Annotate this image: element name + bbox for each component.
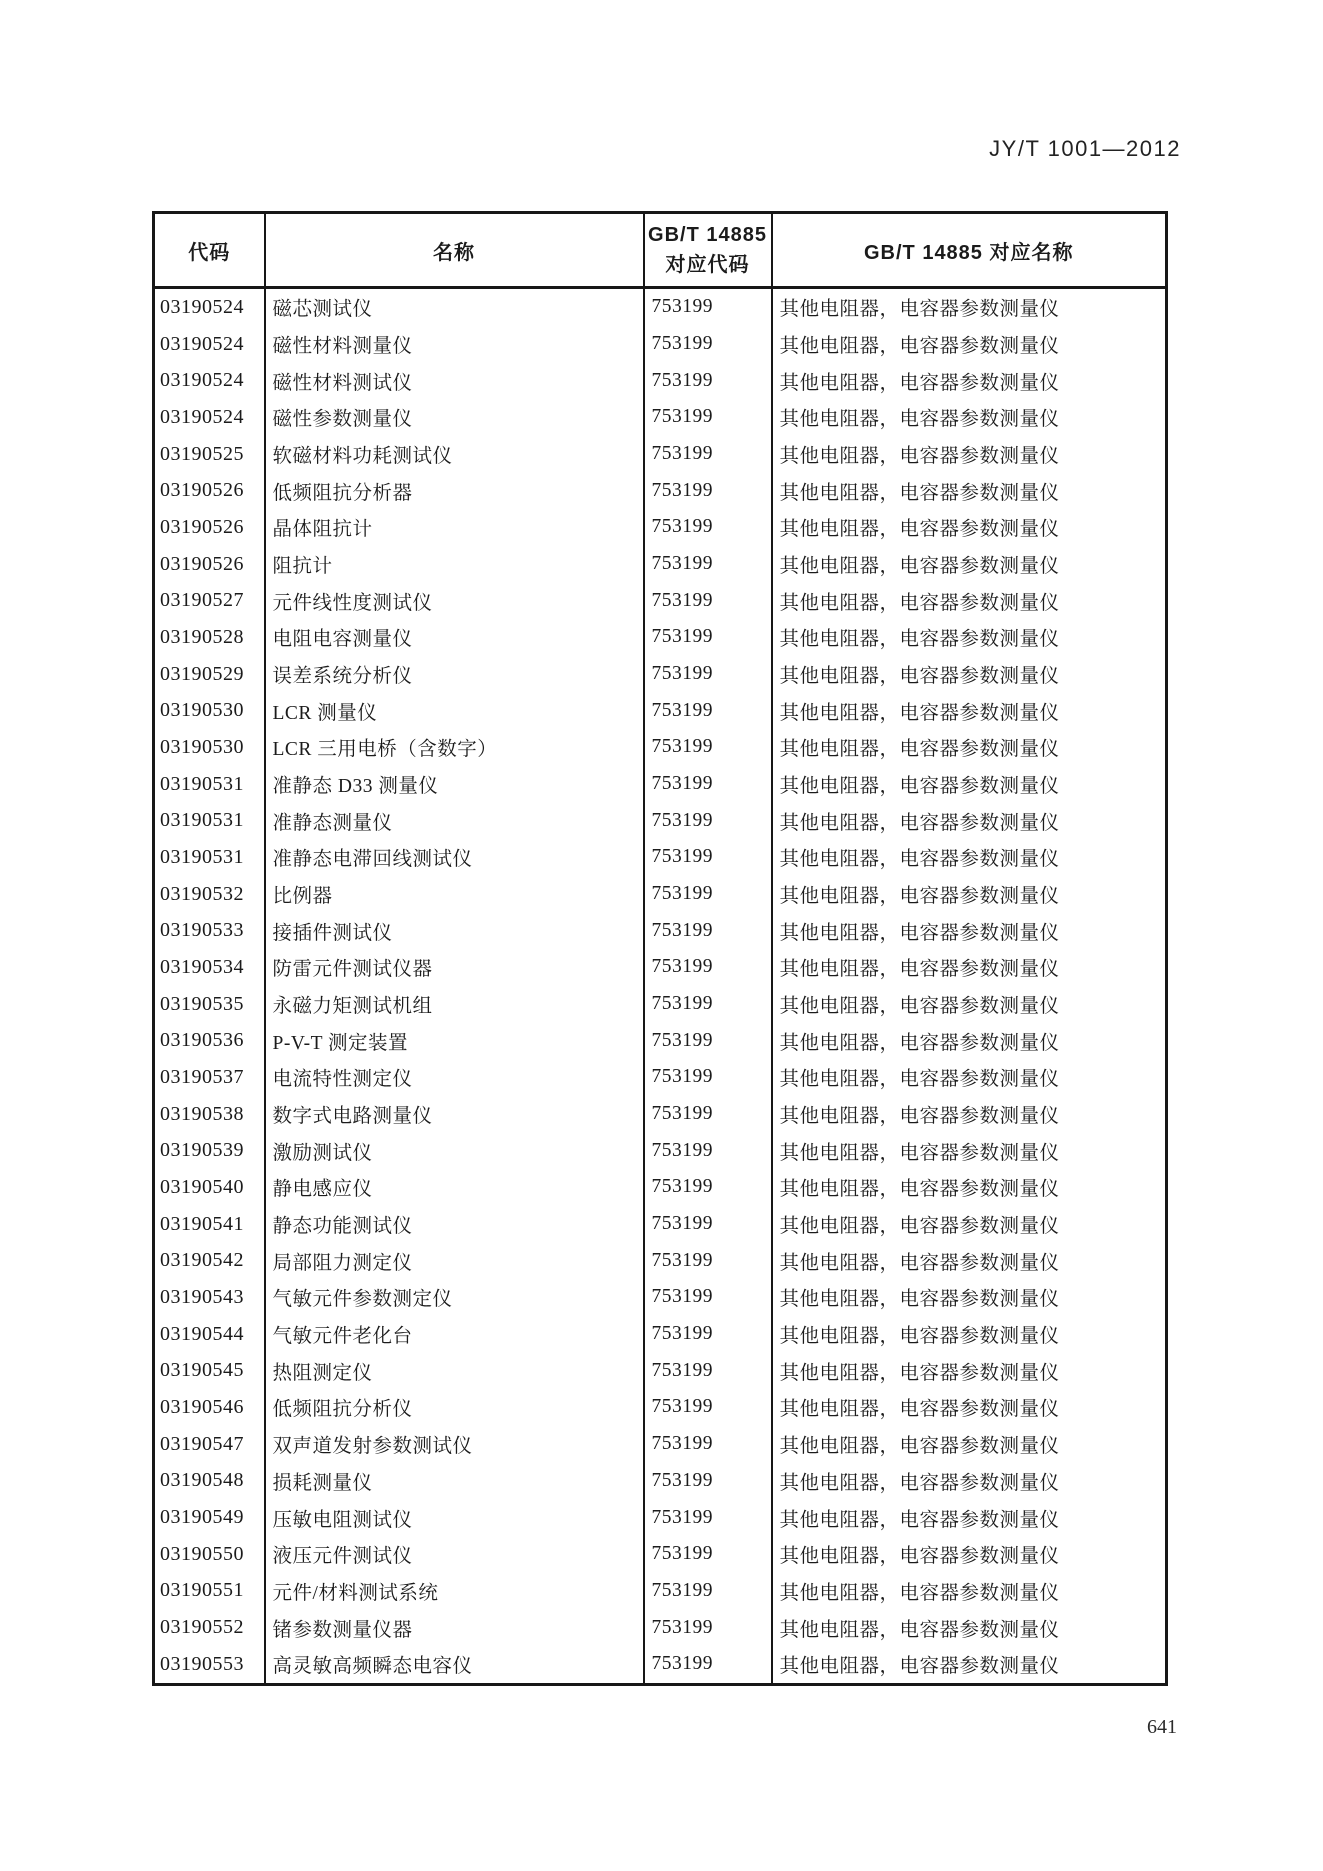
- cell-code: 03190550: [160, 1542, 244, 1565]
- cell-gbt-name: 其他电阻器，电容器参数测量仪: [772, 1242, 1167, 1279]
- table-row: [154, 1646, 1167, 1684]
- table-row: [154, 1132, 1167, 1169]
- table-row: [154, 1463, 1167, 1500]
- cell-gbt-name: 其他电阻器，电容器参数测量仪: [772, 1096, 1167, 1133]
- cell-name: 低频阻抗分析器: [265, 472, 644, 509]
- cell-name: 元件/材料测试系统: [265, 1573, 644, 1610]
- cell-name: 损耗测量仪: [265, 1463, 644, 1500]
- cell-name: 接插件测试仪: [265, 912, 644, 949]
- cell-name: 准静态电滞回线测试仪: [265, 839, 644, 876]
- cell-gbt-code: 753199: [644, 1463, 772, 1500]
- cell-gbt-code: 753199: [644, 656, 772, 693]
- table-header: [154, 213, 1167, 288]
- table-row: [154, 436, 1167, 473]
- table-row: [154, 399, 1167, 436]
- cell-name: LCR 三用电桥（含数字）: [265, 729, 644, 766]
- table-row: [154, 1573, 1167, 1610]
- cell-code: 03190528: [160, 625, 244, 648]
- cell-code: 03190524: [160, 332, 244, 355]
- cell-gbt-code: 753199: [644, 1389, 772, 1426]
- cell-name: 数字式电路测量仪: [265, 1096, 644, 1133]
- table-row: [154, 509, 1167, 546]
- cell-code: 03190524: [160, 405, 244, 428]
- cell-gbt-name: 其他电阻器，电容器参数测量仪: [772, 1022, 1167, 1059]
- cell-code: 03190549: [160, 1506, 244, 1528]
- cell-gbt-name: 其他电阻器，电容器参数测量仪: [772, 326, 1167, 363]
- cell-name: 电阻电容测量仪: [265, 619, 644, 656]
- cell-gbt-name: 其他电阻器，电容器参数测量仪: [772, 949, 1167, 986]
- cell-name: 静电感应仪: [265, 1169, 644, 1206]
- cell-gbt-code: 753199: [644, 288, 772, 326]
- cell-code: 03190530: [160, 735, 244, 758]
- table-row: [154, 1536, 1167, 1573]
- cell-gbt-name: 其他电阻器，电容器参数测量仪: [772, 1352, 1167, 1389]
- cell-name: 元件线性度测试仪: [265, 582, 644, 619]
- cell-gbt-name: 其他电阻器，电容器参数测量仪: [772, 362, 1167, 399]
- table-row: [154, 288, 1167, 326]
- table-row: [154, 582, 1167, 619]
- table-row: [154, 1389, 1167, 1426]
- cell-gbt-code: 753199: [644, 362, 772, 399]
- cell-gbt-code: 753199: [644, 509, 772, 546]
- cell-gbt-code: 753199: [644, 1352, 772, 1389]
- cell-gbt-code: 753199: [644, 582, 772, 619]
- cell-name: 晶体阻抗计: [265, 509, 644, 546]
- cell-code: 03190533: [160, 919, 244, 942]
- table-row: [154, 1242, 1167, 1279]
- cell-gbt-name: 其他电阻器，电容器参数测量仪: [772, 546, 1167, 583]
- cell-name: 锗参数测量仪器: [265, 1609, 644, 1646]
- col-header-gbt-code: [644, 213, 772, 288]
- cell-gbt-code: 753199: [644, 802, 772, 839]
- cell-name: 激励测试仪: [265, 1132, 644, 1169]
- cell-name: 磁性参数测量仪: [265, 399, 644, 436]
- cell-code: 03190543: [160, 1285, 244, 1308]
- cell-code: 03190526: [160, 515, 244, 538]
- cell-code: 03190524: [160, 369, 244, 392]
- table-row: [154, 1022, 1167, 1059]
- cell-gbt-name: 其他电阻器，电容器参数测量仪: [772, 766, 1167, 803]
- cell-name: 永磁力矩测试机组: [265, 986, 644, 1023]
- cell-name: LCR 测量仪: [265, 692, 644, 729]
- cell-name: 防雷元件测试仪器: [265, 949, 644, 986]
- table-row: [154, 1609, 1167, 1646]
- cell-name: 双声道发射参数测试仪: [265, 1426, 644, 1463]
- cell-gbt-code: 753199: [644, 949, 772, 986]
- cell-gbt-code: 753199: [644, 546, 772, 583]
- cell-gbt-code: 753199: [644, 1242, 772, 1279]
- table-body: [154, 288, 1167, 1685]
- table-row: [154, 362, 1167, 399]
- cell-code: 03190537: [160, 1065, 244, 1088]
- cell-gbt-name: 其他电阻器，电容器参数测量仪: [772, 692, 1167, 729]
- cell-name: 误差系统分析仪: [265, 656, 644, 693]
- table-row: [154, 656, 1167, 693]
- cell-gbt-code: 753199: [644, 436, 772, 473]
- col-header-gbt-code-line1: GB/T 14885: [648, 224, 767, 246]
- cell-code: 03190540: [160, 1175, 244, 1198]
- cell-gbt-name: 其他电阻器，电容器参数测量仪: [772, 986, 1167, 1023]
- table-row: [154, 1316, 1167, 1353]
- cell-code: 03190535: [160, 992, 244, 1015]
- cell-code: 03190546: [160, 1395, 244, 1418]
- table-row: [154, 472, 1167, 509]
- table-row: [154, 619, 1167, 656]
- cell-code: 03190526: [160, 552, 244, 575]
- cell-gbt-name: 其他电阻器，电容器参数测量仪: [772, 472, 1167, 509]
- table-row: [154, 1279, 1167, 1316]
- cell-name: 比例器: [265, 876, 644, 913]
- cell-code: 03190524: [160, 295, 244, 318]
- cell-gbt-name: 其他电阻器，电容器参数测量仪: [772, 802, 1167, 839]
- cell-name: P-V-T 测定装置: [265, 1022, 644, 1059]
- page-number: 641: [1147, 1716, 1177, 1738]
- cell-gbt-name: 其他电阻器，电容器参数测量仪: [772, 399, 1167, 436]
- cell-gbt-code: 753199: [644, 399, 772, 436]
- cell-gbt-name: 其他电阻器，电容器参数测量仪: [772, 656, 1167, 693]
- cell-gbt-code: 753199: [644, 472, 772, 509]
- cell-gbt-code: 753199: [644, 1169, 772, 1206]
- cell-name: 高灵敏高频瞬态电容仪: [265, 1646, 644, 1684]
- cell-gbt-name: 其他电阻器，电容器参数测量仪: [772, 1426, 1167, 1463]
- cell-code: 03190526: [160, 479, 244, 502]
- cell-gbt-code: 753199: [644, 1499, 772, 1536]
- cell-gbt-name: 其他电阻器，电容器参数测量仪: [772, 619, 1167, 656]
- table-row: [154, 1059, 1167, 1096]
- cell-name: 静态功能测试仪: [265, 1206, 644, 1243]
- table-row: [154, 912, 1167, 949]
- cell-code: 03190530: [160, 699, 244, 722]
- cell-name: 电流特性测定仪: [265, 1059, 644, 1096]
- cell-gbt-code: 753199: [644, 766, 772, 803]
- cell-gbt-code: 753199: [644, 326, 772, 363]
- cell-name: 液压元件测试仪: [265, 1536, 644, 1573]
- table-row: [154, 986, 1167, 1023]
- cell-code: 03190531: [160, 845, 244, 868]
- cell-gbt-code: 753199: [644, 1059, 772, 1096]
- cell-gbt-name: 其他电阻器，电容器参数测量仪: [772, 912, 1167, 949]
- cell-gbt-code: 753199: [644, 1573, 772, 1610]
- cell-code: 03190552: [160, 1616, 244, 1639]
- cell-code: 03190544: [160, 1322, 244, 1345]
- cell-code: 03190545: [160, 1359, 244, 1382]
- cell-gbt-code: 753199: [644, 1279, 772, 1316]
- cell-gbt-name: 其他电阻器，电容器参数测量仪: [772, 1463, 1167, 1500]
- cell-gbt-code: 753199: [644, 1132, 772, 1169]
- col-header-gbt-name: GB/T 14885 对应名称: [772, 213, 1167, 288]
- cell-gbt-name: 其他电阻器，电容器参数测量仪: [772, 1389, 1167, 1426]
- cell-name: 准静态 D33 测量仪: [265, 766, 644, 803]
- cell-name: 热阻测定仪: [265, 1352, 644, 1389]
- table-row: [154, 546, 1167, 583]
- cell-gbt-name: 其他电阻器，电容器参数测量仪: [772, 509, 1167, 546]
- cell-name: 磁性材料测试仪: [265, 362, 644, 399]
- table-row: [154, 692, 1167, 729]
- cell-gbt-name: 其他电阻器，电容器参数测量仪: [772, 1536, 1167, 1573]
- cell-gbt-name: 其他电阻器，电容器参数测量仪: [772, 1206, 1167, 1243]
- table-row: [154, 1499, 1167, 1536]
- cell-code: 03190534: [160, 955, 244, 978]
- cell-gbt-name: 其他电阻器，电容器参数测量仪: [772, 1573, 1167, 1610]
- col-header-gbt-code-line2: 对应代码: [665, 254, 750, 276]
- cell-gbt-name: 其他电阻器，电容器参数测量仪: [772, 1646, 1167, 1684]
- table-row: [154, 802, 1167, 839]
- cell-gbt-name: 其他电阻器，电容器参数测量仪: [772, 1609, 1167, 1646]
- cell-gbt-name: 其他电阻器，电容器参数测量仪: [772, 729, 1167, 766]
- cell-gbt-name: 其他电阻器，电容器参数测量仪: [772, 1316, 1167, 1353]
- cell-code: 03190539: [160, 1139, 244, 1162]
- cell-name: 准静态测量仪: [265, 802, 644, 839]
- cell-name: 气敏元件参数测定仪: [265, 1279, 644, 1316]
- cell-gbt-name: 其他电阻器，电容器参数测量仪: [772, 1132, 1167, 1169]
- cell-code: 03190553: [160, 1652, 244, 1675]
- cell-gbt-name: 其他电阻器，电容器参数测量仪: [772, 839, 1167, 876]
- cell-code: 03190541: [160, 1212, 244, 1235]
- table-row: [154, 949, 1167, 986]
- cell-gbt-code: 753199: [644, 1426, 772, 1463]
- cell-gbt-code: 753199: [644, 1206, 772, 1243]
- cell-code: 03190538: [160, 1102, 244, 1125]
- cell-gbt-name: 其他电阻器，电容器参数测量仪: [772, 582, 1167, 619]
- cell-gbt-code: 753199: [644, 1022, 772, 1059]
- cell-code: 03190525: [160, 442, 244, 465]
- table-row: [154, 1352, 1167, 1389]
- table-row: [154, 1096, 1167, 1133]
- col-header-name: 名称: [265, 213, 644, 288]
- col-header-code: 代码: [154, 213, 265, 288]
- table-row: [154, 876, 1167, 913]
- table-row: [154, 766, 1167, 803]
- cell-name: 局部阻力测定仪: [265, 1242, 644, 1279]
- cell-code: 03190536: [160, 1029, 244, 1052]
- cell-name: 低频阻抗分析仪: [265, 1389, 644, 1426]
- cell-code: 03190527: [160, 589, 244, 612]
- cell-gbt-code: 753199: [644, 986, 772, 1023]
- cell-name: 磁芯测试仪: [265, 288, 644, 326]
- cell-gbt-name: 其他电阻器，电容器参数测量仪: [772, 1059, 1167, 1096]
- cell-gbt-name: 其他电阻器，电容器参数测量仪: [772, 436, 1167, 473]
- cell-name: 阻抗计: [265, 546, 644, 583]
- table-row: [154, 1206, 1167, 1243]
- standard-number: JY/T 1001—2012: [989, 136, 1181, 161]
- cell-code: 03190551: [160, 1579, 244, 1602]
- cell-gbt-name: 其他电阻器，电容器参数测量仪: [772, 288, 1167, 326]
- header-row: [154, 213, 1167, 288]
- cell-name: 软磁材料功耗测试仪: [265, 436, 644, 473]
- cell-gbt-name: 其他电阻器，电容器参数测量仪: [772, 1499, 1167, 1536]
- cell-gbt-name: 其他电阻器，电容器参数测量仪: [772, 1169, 1167, 1206]
- cell-gbt-code: 753199: [644, 839, 772, 876]
- cell-name: 压敏电阻测试仪: [265, 1499, 644, 1536]
- cell-gbt-code: 753199: [644, 1096, 772, 1133]
- cell-code: 03190531: [160, 809, 244, 832]
- cell-gbt-code: 753199: [644, 729, 772, 766]
- cell-gbt-code: 753199: [644, 692, 772, 729]
- code-mapping-table: [152, 211, 1168, 1686]
- cell-code: 03190531: [160, 772, 244, 795]
- table-row: [154, 839, 1167, 876]
- cell-name: 气敏元件老化台: [265, 1316, 644, 1353]
- cell-gbt-code: 753199: [644, 1536, 772, 1573]
- cell-code: 03190548: [160, 1469, 244, 1492]
- cell-gbt-code: 753199: [644, 1646, 772, 1684]
- table-row: [154, 326, 1167, 363]
- cell-gbt-code: 753199: [644, 876, 772, 913]
- table-row: [154, 1169, 1167, 1206]
- table-row: [154, 729, 1167, 766]
- cell-code: 03190542: [160, 1249, 244, 1272]
- cell-code: 03190547: [160, 1432, 244, 1455]
- cell-code: 03190529: [160, 662, 244, 685]
- cell-gbt-code: 753199: [644, 1316, 772, 1353]
- table-row: [154, 1426, 1167, 1463]
- cell-name: 磁性材料测量仪: [265, 326, 644, 363]
- cell-gbt-code: 753199: [644, 912, 772, 949]
- cell-gbt-name: 其他电阻器，电容器参数测量仪: [772, 876, 1167, 913]
- cell-code: 03190532: [160, 882, 244, 905]
- cell-gbt-name: 其他电阻器，电容器参数测量仪: [772, 1279, 1167, 1316]
- cell-gbt-code: 753199: [644, 619, 772, 656]
- cell-gbt-code: 753199: [644, 1609, 772, 1646]
